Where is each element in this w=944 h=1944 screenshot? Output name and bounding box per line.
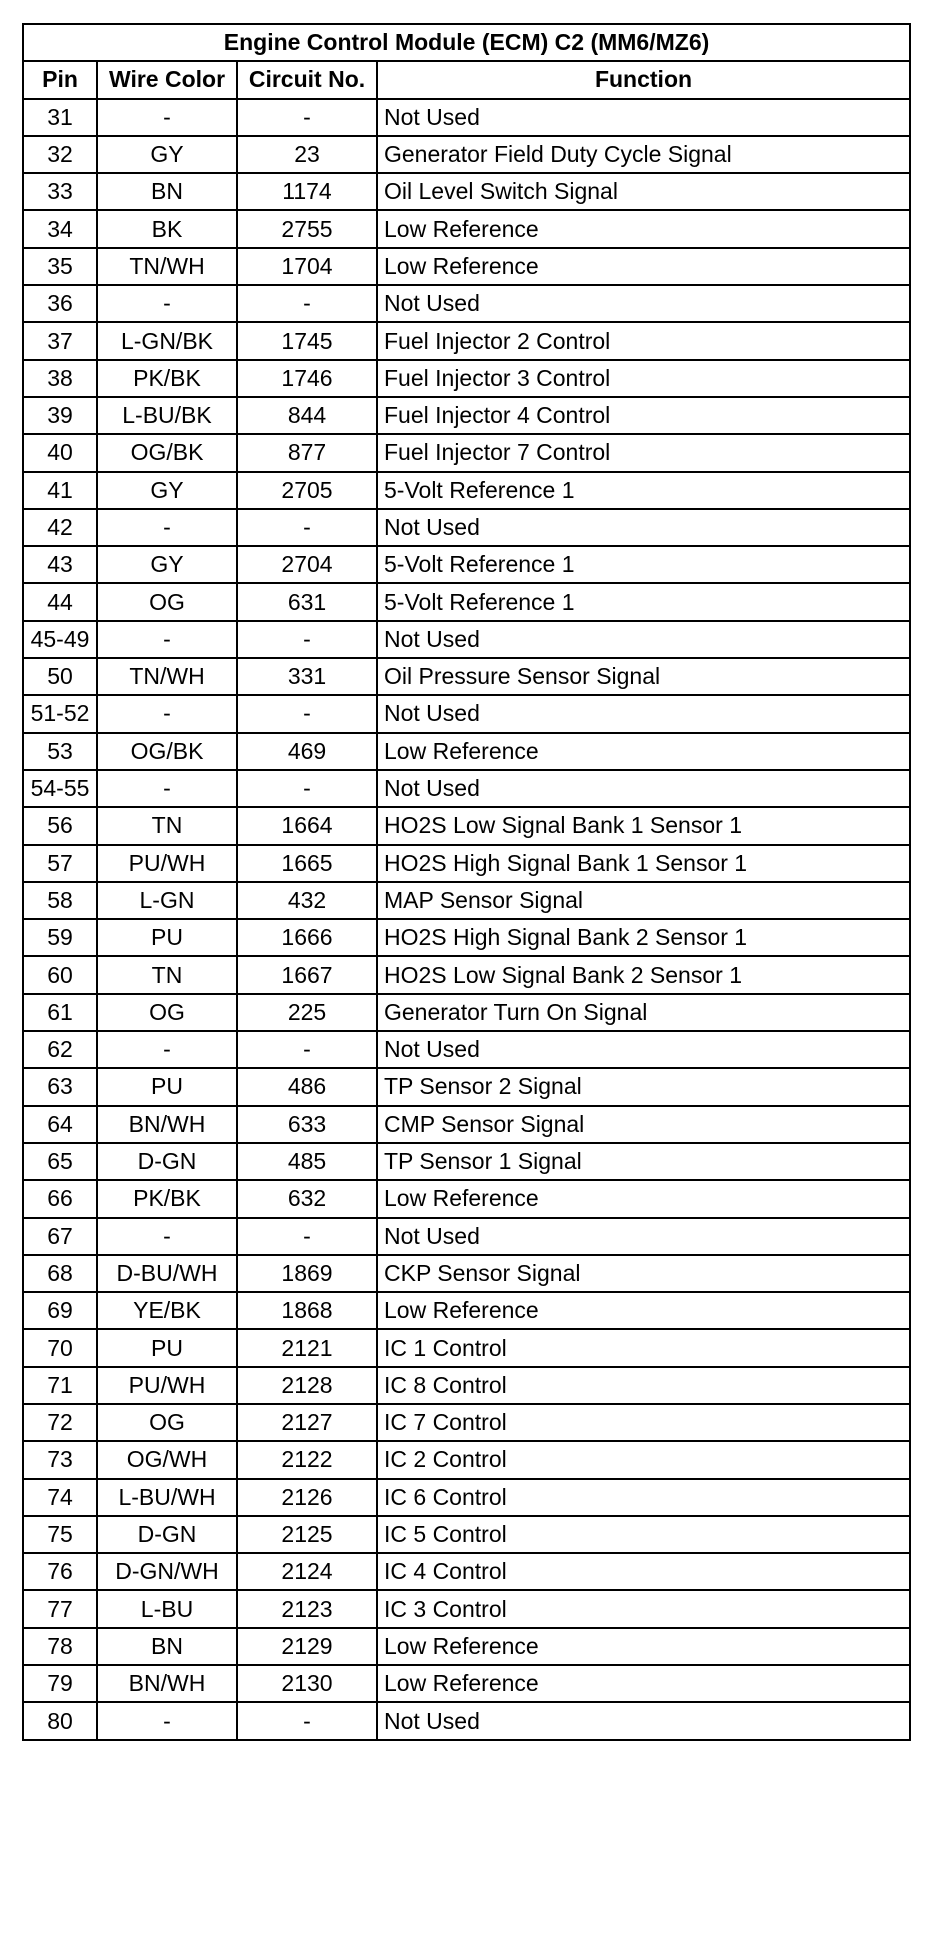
wire-color-cell: L-BU/WH (97, 1479, 237, 1516)
wire-color-cell: - (97, 285, 237, 322)
circuit-no-cell: 631 (237, 583, 377, 620)
wire-color-cell: OG (97, 583, 237, 620)
function-cell: HO2S High Signal Bank 2 Sensor 1 (377, 919, 910, 956)
wire-color-cell: TN/WH (97, 248, 237, 285)
pin-cell: 31 (23, 99, 97, 136)
wire-color-cell: - (97, 509, 237, 546)
circuit-no-cell: 2127 (237, 1404, 377, 1441)
circuit-no-cell: 2128 (237, 1367, 377, 1404)
pin-cell: 43 (23, 546, 97, 583)
circuit-no-cell: - (237, 1218, 377, 1255)
function-cell: Oil Level Switch Signal (377, 173, 910, 210)
pin-cell: 36 (23, 285, 97, 322)
table-row (23, 1628, 910, 1665)
function-cell: Low Reference (377, 1665, 910, 1702)
function-cell: Low Reference (377, 1628, 910, 1665)
function-cell: Low Reference (377, 210, 910, 247)
function-cell: IC 5 Control (377, 1516, 910, 1553)
pin-cell: 38 (23, 360, 97, 397)
table-row (23, 434, 910, 471)
circuit-no-cell: - (237, 770, 377, 807)
function-cell: HO2S Low Signal Bank 2 Sensor 1 (377, 956, 910, 993)
table-row (23, 845, 910, 882)
table-row (23, 695, 910, 732)
wire-color-cell: BN/WH (97, 1665, 237, 1702)
table-row (23, 1180, 910, 1217)
function-cell: Generator Field Duty Cycle Signal (377, 136, 910, 173)
circuit-no-cell: 2124 (237, 1553, 377, 1590)
pin-cell: 76 (23, 1553, 97, 1590)
wire-color-cell: GY (97, 136, 237, 173)
function-cell: Not Used (377, 695, 910, 732)
wire-color-cell: L-BU/BK (97, 397, 237, 434)
table-row (23, 136, 910, 173)
function-cell: TP Sensor 1 Signal (377, 1143, 910, 1180)
wire-color-cell: TN (97, 807, 237, 844)
pin-cell: 78 (23, 1628, 97, 1665)
function-cell: CMP Sensor Signal (377, 1106, 910, 1143)
table-row (23, 919, 910, 956)
table-row (23, 1404, 910, 1441)
function-cell: HO2S Low Signal Bank 1 Sensor 1 (377, 807, 910, 844)
function-cell: Not Used (377, 1031, 910, 1068)
function-cell: Not Used (377, 509, 910, 546)
pin-cell: 65 (23, 1143, 97, 1180)
wire-color-cell: GY (97, 472, 237, 509)
circuit-no-cell: 633 (237, 1106, 377, 1143)
function-cell: IC 3 Control (377, 1590, 910, 1627)
pin-cell: 62 (23, 1031, 97, 1068)
pin-cell: 77 (23, 1590, 97, 1627)
circuit-no-cell: 469 (237, 733, 377, 770)
table-row (23, 285, 910, 322)
table-row (23, 546, 910, 583)
function-cell: Not Used (377, 621, 910, 658)
circuit-no-cell: - (237, 1031, 377, 1068)
circuit-no-cell: 1746 (237, 360, 377, 397)
circuit-no-cell: 1745 (237, 322, 377, 359)
function-cell: Low Reference (377, 733, 910, 770)
circuit-no-cell: - (237, 695, 377, 732)
circuit-no-cell: 2121 (237, 1329, 377, 1366)
pin-cell: 40 (23, 434, 97, 471)
pin-cell: 54-55 (23, 770, 97, 807)
circuit-no-cell: 486 (237, 1068, 377, 1105)
pin-cell: 41 (23, 472, 97, 509)
function-cell: IC 1 Control (377, 1329, 910, 1366)
pin-cell: 32 (23, 136, 97, 173)
wire-color-cell: PK/BK (97, 360, 237, 397)
circuit-no-cell: 23 (237, 136, 377, 173)
function-cell: 5-Volt Reference 1 (377, 583, 910, 620)
circuit-no-cell: 1704 (237, 248, 377, 285)
function-cell: 5-Volt Reference 1 (377, 472, 910, 509)
circuit-no-cell: 2704 (237, 546, 377, 583)
pin-cell: 39 (23, 397, 97, 434)
table-row (23, 658, 910, 695)
wire-color-cell: BK (97, 210, 237, 247)
pin-cell: 56 (23, 807, 97, 844)
circuit-no-cell: 485 (237, 1143, 377, 1180)
wire-color-cell: - (97, 770, 237, 807)
function-cell: Oil Pressure Sensor Signal (377, 658, 910, 695)
table-row (23, 621, 910, 658)
function-cell: Generator Turn On Signal (377, 994, 910, 1031)
circuit-no-cell: 2129 (237, 1628, 377, 1665)
pin-cell: 63 (23, 1068, 97, 1105)
circuit-no-cell: 225 (237, 994, 377, 1031)
table-row (23, 807, 910, 844)
pin-cell: 66 (23, 1180, 97, 1217)
wire-color-cell: D-GN/WH (97, 1553, 237, 1590)
function-cell: CKP Sensor Signal (377, 1255, 910, 1292)
function-cell: Fuel Injector 3 Control (377, 360, 910, 397)
table-row (23, 1292, 910, 1329)
function-cell: Not Used (377, 1218, 910, 1255)
wire-color-cell: GY (97, 546, 237, 583)
table-row (23, 1106, 910, 1143)
pin-cell: 59 (23, 919, 97, 956)
wire-color-cell: TN (97, 956, 237, 993)
wire-color-cell: - (97, 621, 237, 658)
table-row (23, 1553, 910, 1590)
wire-color-cell: L-GN/BK (97, 322, 237, 359)
circuit-no-cell: 2122 (237, 1441, 377, 1478)
circuit-no-cell: - (237, 509, 377, 546)
wire-color-cell: PU (97, 919, 237, 956)
circuit-no-cell: 632 (237, 1180, 377, 1217)
pin-cell: 64 (23, 1106, 97, 1143)
pin-cell: 34 (23, 210, 97, 247)
table-row (23, 1143, 910, 1180)
title-row (23, 24, 910, 61)
circuit-no-cell: 2130 (237, 1665, 377, 1702)
pin-cell: 72 (23, 1404, 97, 1441)
function-cell: IC 8 Control (377, 1367, 910, 1404)
table-title: Engine Control Module (ECM) C2 (MM6/MZ6) (23, 24, 910, 61)
circuit-no-cell: - (237, 621, 377, 658)
wire-color-cell: PU (97, 1068, 237, 1105)
circuit-no-cell: 2123 (237, 1590, 377, 1627)
circuit-no-cell: 331 (237, 658, 377, 695)
wire-color-cell: PU/WH (97, 845, 237, 882)
wire-color-cell: - (97, 1702, 237, 1739)
table-row (23, 509, 910, 546)
table-row (23, 322, 910, 359)
function-cell: HO2S High Signal Bank 1 Sensor 1 (377, 845, 910, 882)
wire-color-cell: OG (97, 1404, 237, 1441)
wire-color-cell: D-GN (97, 1143, 237, 1180)
table-body (23, 99, 910, 1740)
wire-color-cell: YE/BK (97, 1292, 237, 1329)
function-cell: Not Used (377, 99, 910, 136)
wire-color-cell: OG/BK (97, 434, 237, 471)
circuit-no-cell: 2755 (237, 210, 377, 247)
pin-cell: 53 (23, 733, 97, 770)
table-row (23, 733, 910, 770)
circuit-no-cell: 1869 (237, 1255, 377, 1292)
table-row (23, 583, 910, 620)
header-circuit-no: Circuit No. (237, 61, 377, 98)
pin-cell: 45-49 (23, 621, 97, 658)
pin-cell: 57 (23, 845, 97, 882)
function-cell: IC 2 Control (377, 1441, 910, 1478)
function-cell: Not Used (377, 770, 910, 807)
pin-cell: 68 (23, 1255, 97, 1292)
pin-cell: 75 (23, 1516, 97, 1553)
table-row (23, 397, 910, 434)
wire-color-cell: D-BU/WH (97, 1255, 237, 1292)
circuit-no-cell: 1664 (237, 807, 377, 844)
pin-cell: 70 (23, 1329, 97, 1366)
table-row (23, 248, 910, 285)
function-cell: IC 4 Control (377, 1553, 910, 1590)
wire-color-cell: OG/WH (97, 1441, 237, 1478)
pin-cell: 69 (23, 1292, 97, 1329)
circuit-no-cell: 1174 (237, 173, 377, 210)
table-row (23, 994, 910, 1031)
circuit-no-cell: 1666 (237, 919, 377, 956)
pin-cell: 73 (23, 1441, 97, 1478)
table-row (23, 99, 910, 136)
circuit-no-cell: 2705 (237, 472, 377, 509)
function-cell: IC 6 Control (377, 1479, 910, 1516)
circuit-no-cell: 2126 (237, 1479, 377, 1516)
wire-color-cell: L-BU (97, 1590, 237, 1627)
circuit-no-cell: 2125 (237, 1516, 377, 1553)
table-row (23, 173, 910, 210)
table-row (23, 882, 910, 919)
wire-color-cell: PU/WH (97, 1367, 237, 1404)
pin-cell: 42 (23, 509, 97, 546)
table-row (23, 1590, 910, 1627)
connector-pinout-table (22, 23, 911, 1741)
pin-cell: 51-52 (23, 695, 97, 732)
wire-color-cell: - (97, 99, 237, 136)
wire-color-cell: - (97, 695, 237, 732)
function-cell: IC 7 Control (377, 1404, 910, 1441)
wire-color-cell: BN/WH (97, 1106, 237, 1143)
header-wire-color: Wire Color (97, 61, 237, 98)
wire-color-cell: TN/WH (97, 658, 237, 695)
wire-color-cell: PU (97, 1329, 237, 1366)
function-cell: Fuel Injector 2 Control (377, 322, 910, 359)
circuit-no-cell: 1868 (237, 1292, 377, 1329)
table-row (23, 1665, 910, 1702)
table-row (23, 956, 910, 993)
function-cell: 5-Volt Reference 1 (377, 546, 910, 583)
pin-cell: 58 (23, 882, 97, 919)
header-function: Function (377, 61, 910, 98)
table-row (23, 1068, 910, 1105)
header-pin: Pin (23, 61, 97, 98)
header-row (23, 61, 910, 98)
table-row (23, 1367, 910, 1404)
table-row (23, 360, 910, 397)
pin-cell: 80 (23, 1702, 97, 1739)
table-row (23, 1441, 910, 1478)
function-cell: Not Used (377, 1702, 910, 1739)
pin-cell: 74 (23, 1479, 97, 1516)
function-cell: Not Used (377, 285, 910, 322)
table-row (23, 1218, 910, 1255)
circuit-no-cell: 877 (237, 434, 377, 471)
circuit-no-cell: 1665 (237, 845, 377, 882)
circuit-no-cell: 1667 (237, 956, 377, 993)
pin-cell: 35 (23, 248, 97, 285)
function-cell: Fuel Injector 4 Control (377, 397, 910, 434)
pin-cell: 67 (23, 1218, 97, 1255)
function-cell: MAP Sensor Signal (377, 882, 910, 919)
function-cell: Fuel Injector 7 Control (377, 434, 910, 471)
table-row (23, 1329, 910, 1366)
table-row (23, 1702, 910, 1739)
table-row (23, 1516, 910, 1553)
pin-cell: 71 (23, 1367, 97, 1404)
wire-color-cell: OG/BK (97, 733, 237, 770)
table-row (23, 472, 910, 509)
wire-color-cell: BN (97, 1628, 237, 1665)
function-cell: Low Reference (377, 1180, 910, 1217)
pin-cell: 60 (23, 956, 97, 993)
circuit-no-cell: 432 (237, 882, 377, 919)
table-row (23, 210, 910, 247)
table-row (23, 1479, 910, 1516)
pin-cell: 44 (23, 583, 97, 620)
table-row (23, 1031, 910, 1068)
function-cell: Low Reference (377, 1292, 910, 1329)
wire-color-cell: D-GN (97, 1516, 237, 1553)
circuit-no-cell: - (237, 285, 377, 322)
function-cell: Low Reference (377, 248, 910, 285)
pin-cell: 33 (23, 173, 97, 210)
function-cell: TP Sensor 2 Signal (377, 1068, 910, 1105)
circuit-no-cell: 844 (237, 397, 377, 434)
circuit-no-cell: - (237, 1702, 377, 1739)
wire-color-cell: PK/BK (97, 1180, 237, 1217)
table-row (23, 770, 910, 807)
pin-cell: 37 (23, 322, 97, 359)
wire-color-cell: - (97, 1218, 237, 1255)
wire-color-cell: - (97, 1031, 237, 1068)
pin-cell: 79 (23, 1665, 97, 1702)
table-row (23, 1255, 910, 1292)
wire-color-cell: BN (97, 173, 237, 210)
pin-cell: 50 (23, 658, 97, 695)
circuit-no-cell: - (237, 99, 377, 136)
wire-color-cell: L-GN (97, 882, 237, 919)
wire-color-cell: OG (97, 994, 237, 1031)
pin-cell: 61 (23, 994, 97, 1031)
